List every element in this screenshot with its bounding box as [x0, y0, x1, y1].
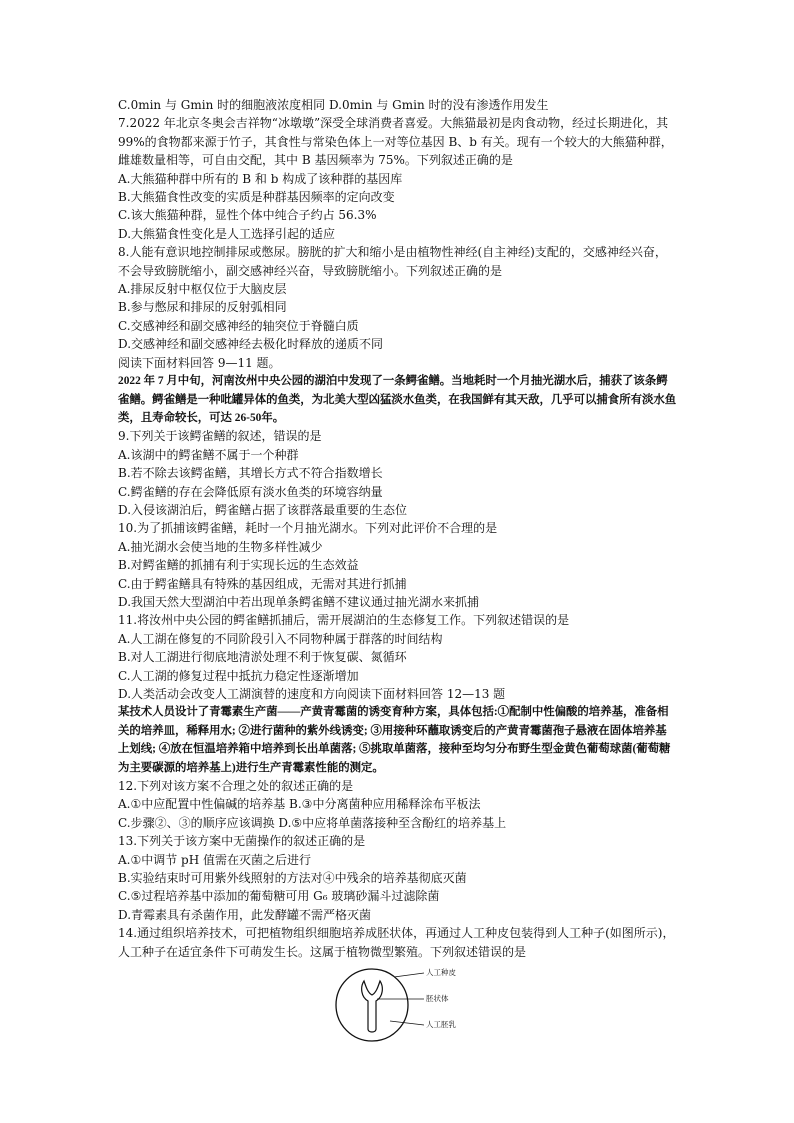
- question-8-option-c: C.交感神经和副交感神经的轴突位于脊髓白质: [118, 318, 359, 333]
- question-11-option-c: C.人工湖的修复过程中抵抗力稳定性逐渐增加: [118, 668, 359, 683]
- question-10-stem: 10.为了抓捕该鳄雀鳝，耗时一个月抽光湖水。下列对此评价不合理的是: [118, 521, 498, 536]
- question-11-stem: 11.将汝州中央公园的鳄雀鳝抓捕后，需开展湖泊的生态修复工作。下列叙述错误的是: [118, 613, 570, 628]
- question-10-option-a: A.抽光湖水会使当地的生物多样性减少: [118, 539, 323, 554]
- question-11-option-d: D.人类活动会改变人工湖演替的速度和方向阅读下面材料回答 12—13 题: [118, 687, 506, 701]
- question-13-option-c: C.⑤过程培养基中添加的葡萄糖可用 G₆ 玻璃砂漏斗过滤除菌: [118, 889, 440, 904]
- reading-material-penicillin: 某技术人员设计了青霉素生产菌——产黄青霉菌的诱变育种方案，具体包括:①配制中性偏酸的培养基，准备相关的培养皿，稀释用水; ②进行菌种的紫外线诱变; ③用接种环蘸取诱变后的产黄青霉菌孢子悬液在固体培养基上划线; ④放在恒温培养箱中培养到长出单菌落; ⑤挑取单菌落，接种至均匀分布野生型金黄色葡萄球菌(葡萄糖为主要碳源的培养基上)进行生产青霉素性能的测定。: [118, 706, 671, 774]
- question-8-stem: 8.人能有意识地控制排尿或憋尿。膀胱的扩大和缩小是由植物性神经(自主神经)支配的，交感神经兴奋，不会导致膀胱缩小，副交感神经兴奋，导致膀胱缩小。下列叙述正确的是: [118, 245, 667, 278]
- question-7-option-c: C.该大熊猫种群，显性个体中纯合子约占 56.3%: [118, 208, 377, 223]
- leader-endosperm: [390, 1021, 424, 1025]
- artificial-seed-figure: [118, 963, 678, 1049]
- question-12-stem: 12.下列对该方案不合理之处的叙述正确的是: [118, 779, 354, 794]
- question-13-option-a: A.①中调节 pH 值需在灭菌之后进行: [118, 852, 312, 867]
- question-11-option-b: B.对人工湖进行彻底地清淤处理不利于恢复碳、氮循环: [118, 650, 407, 665]
- question-9-option-c: C.鳄雀鳝的存在会降低原有淡水鱼类的环境容纳量: [118, 484, 383, 499]
- embryo-shape: [362, 981, 383, 1032]
- label-artificial-seed-coat: 人工种皮: [426, 968, 456, 978]
- question-7-stem: 7.2022 年北京冬奥会吉祥物“冰墩墩”深受全球消费者喜爱。大熊猫最初是肉食动物，经过长期进化，其 99%的食物都来源于竹子，其食性与常染色体上一对等位基因 B、b 有关。现有一个较大的大熊猫种群，雌雄数量相等，可自由交配，其中 B 基因频率为 75%。下列叙述正确的是: [118, 116, 673, 168]
- question-8-option-b: B.参与憋尿和排尿的反射弧相同: [118, 300, 287, 315]
- question-10-option-d: D.我国天然大型湖泊中若出现单条鳄雀鳝不建议通过抽光湖水来抓捕: [118, 594, 480, 609]
- leader-seed-coat: [394, 973, 424, 977]
- question-13-stem: 13.下列关于该方案中无菌操作的叙述正确的是: [118, 834, 366, 849]
- question-9-option-b: B.若不除去该鳄雀鳝，其增长方式不符合指数增长: [118, 466, 383, 481]
- question-9-option-a: A.该湖中的鳄雀鳝不属于一个种群: [118, 447, 299, 462]
- question-10-option-b: B.对鳄雀鳝的抓捕有利于实现长远的生态效益: [118, 558, 359, 573]
- question-14-stem: 14.通过组织培养技术，可把植物组织细胞培养成胚状体，再通过人工种皮包装得到人工种子(如图所示)，人工种子在适宜条件下可萌发生长。这属于植物微型繁殖。下列叙述错误的是: [118, 926, 675, 959]
- question-13-option-b: B.实验结束时可用紫外线照射的方法对④中残余的培养基彻底灭菌: [118, 871, 467, 886]
- question-8-option-d: D.交感神经和副交感神经去极化时释放的递质不同: [118, 337, 384, 352]
- question-8-option-a: A.排尿反射中枢仅位于大脑皮层: [118, 282, 287, 297]
- question-9-option-d: D.入侵该湖泊后，鳄雀鳝占据了该群落最重要的生态位: [118, 502, 408, 517]
- exam-page: [118, 96, 678, 1049]
- artificial-seed-diagram: [118, 963, 678, 1049]
- seed-coat-circle: [336, 969, 408, 1041]
- question-12-options-ab: A.①中应配置中性偏碱的培养基 B.③中分离菌种应用稀释涂布平板法: [118, 797, 481, 812]
- reading-material-alligator-gar: 2022 年 7 月中旬，河南汝州中央公园的湖泊中发现了一条鳄雀鳝。当地耗时一个月抽光湖水后，捕获了该条鳄雀鳝。鳄雀鳝是一种吡罐异体的鱼类，为北美大型凶猛淡水鱼类，在我国鲜有其天敌，几乎可以捕食所有淡水鱼类，且寿命较长，可达 26-50年。: [118, 375, 677, 424]
- question-11-option-a: A.人工湖在修复的不同阶段引入不同物种属于群落的时间结构: [118, 631, 443, 646]
- question-9-stem: 9.下列关于该鳄雀鳝的叙述，错误的是: [118, 429, 322, 444]
- label-embryoid: 胚状体: [426, 994, 449, 1004]
- question-10-option-c: C.由于鳄雀鳝具有特殊的基因组成，无需对其进行抓捕: [118, 576, 407, 591]
- q6-options-cd: C.0min 与 Gmin 时的细胞液浓度相同 D.0min 与 Gmin 时的没有渗透作用发生: [118, 98, 549, 112]
- question-13-option-d: D.青霉素具有杀菌作用，此发酵罐不需严格灭菌: [118, 907, 372, 922]
- question-7-option-b: B.大熊猫食性改变的实质是种群基因频率的定向改变: [118, 190, 395, 205]
- question-7-option-d: D.大熊猫食性变化是人工选择引起的适应: [118, 226, 336, 241]
- question-12-options-cd: C.步骤②、③的顺序应该调换 D.⑤中应将单菌落接种至含酚红的培养基上: [118, 815, 507, 830]
- question-7-option-a: A.大熊猫种群中所有的 B 和 b 构成了该种群的基因库: [118, 171, 403, 186]
- reading-instruction-9-11: 阅读下面材料回答 9—11 题。: [118, 355, 281, 370]
- label-artificial-endosperm: 人工胚乳: [426, 1020, 456, 1030]
